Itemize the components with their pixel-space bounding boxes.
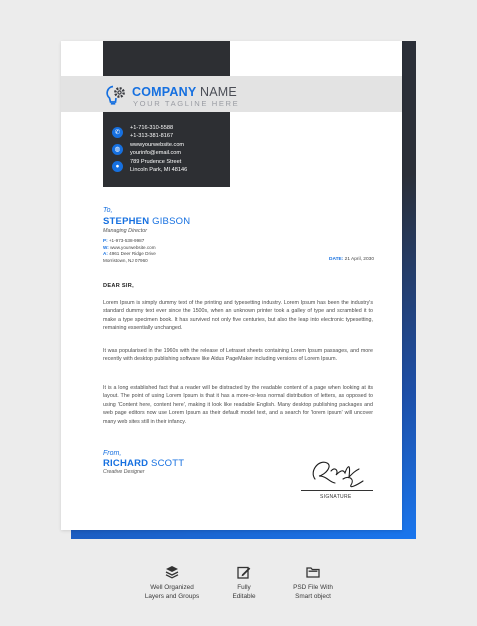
body-paragraph-2: It was popularised in the 1960s with the release of Letraset sheets containing Lorem Ipsum passages, and more recently with desktop publishing software like Aldus PageMaker including versions of Lorem Ipsum.: [103, 348, 373, 363]
feature-layers-line2: Layers and Groups: [144, 592, 200, 600]
address-line-1: 789 Prudence Street: [130, 159, 182, 165]
signature-line: [301, 490, 373, 491]
address-line-2: Lincoln Park, MI 48146: [130, 166, 188, 173]
feature-editable-line2: Editable: [232, 592, 256, 600]
website-line: wwwyourwebsite.com: [130, 142, 185, 148]
recipient-role: Managing Director: [103, 228, 148, 234]
feature-layers-line1: Well Organized: [150, 584, 194, 591]
feature-layers: [132, 565, 212, 601]
sender-block: [103, 450, 184, 475]
layers-icon: [165, 565, 179, 579]
phone-icon: ✆: [112, 127, 123, 138]
contact-address: [112, 159, 187, 174]
phone-line-1: +1-716-310-5588: [130, 125, 174, 131]
feature-psd-line1: PSD File With: [293, 584, 333, 591]
recipient-details: P: +1-973-538-9987 W: www.yourwebsite.com A: 4961 Deer Ridge Drive Morristown, NJ 07960: [103, 238, 156, 263]
to-label: To,: [103, 207, 113, 214]
company-name: COMPANY NAME: [132, 85, 237, 99]
feature-editable: [204, 565, 284, 601]
phone-line-2: +1-313-381-8167: [130, 132, 174, 139]
recipient-web: www.yourwebsite.com: [108, 244, 156, 250]
feature-editable-line1: Fully: [237, 584, 251, 591]
company-tagline: YOUR TAGLINE HERE: [133, 99, 240, 108]
recipient-phone: +1-973-538-9987: [107, 238, 145, 243]
body-paragraph-3: It is a long established fact that a reader will be distracted by the readable content of a page when looking at its layout. The point of using Lorem Ipsum is that it has a more-or-less normal distribution of letters, as opposed to using 'Content here, content here', making it look like readable English. Many desktop publishing packages and web page editors now use Lorem Ipsum as their default model text, and a search for 'lorem ipsum' will uncover many web sites still in their infancy.: [103, 385, 373, 425]
folder-icon: [306, 565, 320, 579]
feature-psd-line2: Smart object: [295, 592, 331, 600]
contact-phone: [112, 125, 173, 140]
globe-icon: ◍: [112, 144, 123, 155]
signature-label: SIGNATURE: [320, 494, 352, 500]
letterhead-page: [61, 41, 402, 530]
edit-icon: [237, 565, 251, 579]
recipient-address-1: 4961 Deer Ridge Drive: [107, 251, 156, 257]
email-line: yourinfo@email.com: [130, 149, 182, 156]
sender-name: RICHARD SCOTT: [103, 458, 185, 469]
feature-psd: [273, 565, 353, 601]
recipient-address-2: Morristown, NJ 07960: [103, 257, 148, 263]
letter-date: DATE: 21 April, 2030: [329, 257, 374, 262]
contact-web: [112, 142, 184, 157]
from-label: From,: [103, 450, 122, 457]
lightbulb-gear-logo-icon: [105, 83, 129, 107]
handwritten-signature: [305, 449, 375, 491]
salutation: DEAR SIR,: [103, 283, 134, 289]
recipient-block: [103, 207, 190, 264]
location-pin-icon: ●: [112, 161, 123, 172]
sender-role: Creative Designer: [103, 469, 145, 475]
recipient-name: STEPHEN GIBSON: [103, 216, 191, 227]
body-paragraph-1: Lorem Ipsum is simply dummy text of the printing and typesetting industry. Lorem Ipsum has been the industry's standard dummy text ever since the 1500s, when an unknown printer took a galley of type and scrambled it to make a type specimen book. It has survived not only five centuries, but also the leap into electronic typesetting, remaining essentially unchanged.: [103, 300, 373, 332]
